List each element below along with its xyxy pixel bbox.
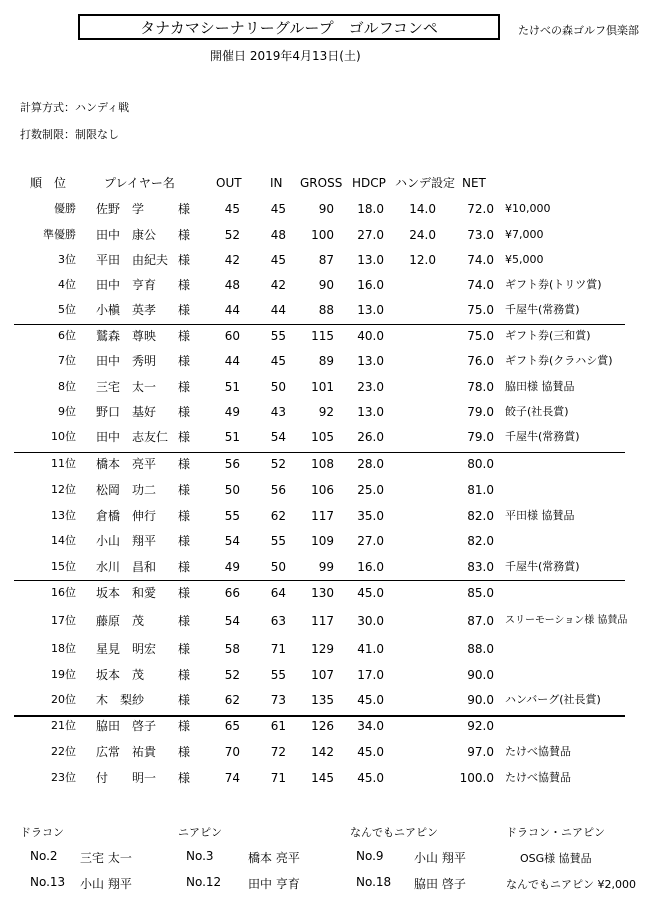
hdcp-set-cell: 12.0: [409, 253, 436, 267]
group-divider: [14, 580, 625, 581]
hdcp-cell: 45.0: [357, 771, 384, 785]
net-cell: 85.0: [467, 586, 494, 600]
hdcp-cell: 28.0: [357, 457, 384, 471]
gross-cell: 109: [311, 534, 334, 548]
hdcp-cell: 16.0: [357, 560, 384, 574]
prize-cell: ¥5,000: [505, 253, 544, 266]
honorific-cell: 様: [178, 534, 191, 548]
nearpin-no-1: No.3: [186, 849, 214, 863]
gross-cell: 108: [311, 457, 334, 471]
prize-cell: ハンバーグ(社長賞): [505, 693, 601, 706]
gross-cell: 142: [311, 745, 334, 759]
net-cell: 76.0: [467, 354, 494, 368]
gross-cell: 90: [318, 278, 334, 292]
prize-cell: 餃子(社長賞): [505, 405, 569, 418]
hdcp-cell: 13.0: [357, 405, 384, 419]
rank-cell: 3位: [58, 253, 76, 266]
drakon-label: ドラコン: [20, 826, 64, 839]
in-cell: 62: [270, 509, 286, 523]
calc-method: 計算方式：ハンディ戦: [20, 101, 130, 114]
out-cell: 45: [224, 202, 240, 216]
hdcp-cell: 13.0: [357, 253, 384, 267]
prize-cell: ¥10,000: [505, 202, 551, 215]
hdcp-cell: 45.0: [357, 745, 384, 759]
rank-cell: 4位: [58, 278, 76, 291]
out-cell: 52: [224, 668, 240, 682]
honorific-cell: 様: [178, 380, 191, 394]
gross-cell: 106: [311, 483, 334, 497]
nearpin-label: ニアピン: [178, 826, 222, 839]
out-cell: 54: [224, 534, 240, 548]
drakon-nearpin-prize-1: OSG様 協賛品: [520, 852, 592, 865]
out-cell: 44: [224, 303, 240, 317]
prize-cell: ギフト券(トリツ賞): [505, 278, 602, 291]
col-hdcp: HDCP: [352, 176, 386, 190]
rank-cell: 7位: [58, 354, 76, 367]
out-cell: 66: [224, 586, 240, 600]
rank-cell: 14位: [51, 534, 76, 547]
honorific-cell: 様: [178, 509, 191, 523]
hdcp-cell: 41.0: [357, 642, 384, 656]
in-cell: 48: [270, 228, 286, 242]
in-cell: 64: [270, 586, 286, 600]
honorific-cell: 様: [178, 719, 191, 733]
honorific-cell: 様: [178, 693, 191, 707]
player-name-cell: 坂本 茂: [96, 668, 145, 682]
honorific-cell: 様: [178, 745, 191, 759]
net-cell: 90.0: [467, 668, 494, 682]
rank-cell: 8位: [58, 380, 76, 393]
gross-cell: 115: [311, 329, 334, 343]
out-cell: 70: [224, 745, 240, 759]
out-cell: 49: [224, 405, 240, 419]
net-cell: 97.0: [467, 745, 494, 759]
in-cell: 44: [270, 303, 286, 317]
rank-cell: 21位: [51, 719, 76, 732]
col-rank: 順 位: [30, 176, 67, 190]
in-cell: 45: [270, 354, 286, 368]
anything-nearpin-name-1: 小山 翔平: [414, 851, 466, 865]
hdcp-cell: 27.0: [357, 228, 384, 242]
rank-cell: 20位: [51, 693, 76, 706]
group-divider: [14, 452, 625, 453]
in-cell: 55: [270, 534, 286, 548]
prize-cell: たけべ協賛品: [505, 745, 571, 758]
out-cell: 49: [224, 560, 240, 574]
in-cell: 71: [270, 771, 286, 785]
group-divider: [14, 324, 625, 325]
player-name-cell: 小槇 英孝: [96, 303, 157, 317]
hdcp-cell: 25.0: [357, 483, 384, 497]
honorific-cell: 様: [178, 668, 191, 682]
hdcp-cell: 27.0: [357, 534, 384, 548]
prize-cell: 千屋牛(常務賞): [505, 430, 580, 443]
page-title: タナカマシーナリーグループ ゴルフコンペ: [140, 18, 438, 37]
net-cell: 82.0: [467, 509, 494, 523]
honorific-cell: 様: [178, 354, 191, 368]
player-name-cell: 鷲森 尊映: [96, 329, 157, 343]
rank-cell: 10位: [51, 430, 76, 443]
in-cell: 56: [270, 483, 286, 497]
in-cell: 71: [270, 642, 286, 656]
player-name-cell: 付 明一: [96, 771, 157, 785]
player-name-cell: 平田 由紀夫: [96, 253, 169, 267]
anything-nearpin-no-2: No.18: [356, 875, 392, 889]
player-name-cell: 田中 秀明: [96, 354, 157, 368]
hdcp-cell: 45.0: [357, 693, 384, 707]
net-cell: 100.0: [459, 771, 494, 785]
honorific-cell: 様: [178, 586, 191, 600]
net-cell: 82.0: [467, 534, 494, 548]
hdcp-cell: 35.0: [357, 509, 384, 523]
honorific-cell: 様: [178, 278, 191, 292]
player-name-cell: 田中 康公: [96, 228, 157, 242]
gross-cell: 88: [318, 303, 334, 317]
rank-cell: 22位: [51, 745, 76, 758]
honorific-cell: 様: [178, 642, 191, 656]
player-name-cell: 広常 祐貴: [96, 745, 157, 759]
gross-cell: 135: [311, 693, 334, 707]
gross-cell: 105: [311, 430, 334, 444]
net-cell: 78.0: [467, 380, 494, 394]
net-cell: 74.0: [467, 278, 494, 292]
anything-nearpin-name-2: 脇田 啓子: [414, 877, 466, 891]
group-divider: [14, 715, 625, 717]
in-cell: 54: [270, 430, 286, 444]
hdcp-cell: 40.0: [357, 329, 384, 343]
out-cell: 52: [224, 228, 240, 242]
prize-cell: 平田様 協賛品: [505, 509, 575, 522]
in-cell: 50: [270, 380, 286, 394]
rank-cell: 13位: [51, 509, 76, 522]
player-name-cell: 藤原 茂: [96, 614, 145, 628]
player-name-cell: 佐野 学: [96, 202, 145, 216]
net-cell: 79.0: [467, 430, 494, 444]
drakon-nearpin-prize-2: なんでもニアピン ¥2,000: [506, 878, 636, 891]
in-cell: 42: [270, 278, 286, 292]
net-cell: 80.0: [467, 457, 494, 471]
hdcp-cell: 13.0: [357, 303, 384, 317]
stroke-limit: 打数制限：制限なし: [20, 128, 119, 141]
player-name-cell: 水川 昌和: [96, 560, 157, 574]
hdcp-cell: 45.0: [357, 586, 384, 600]
prize-cell: 千屋牛(常務賞): [505, 560, 580, 573]
in-cell: 43: [270, 405, 286, 419]
net-cell: 73.0: [467, 228, 494, 242]
player-name-cell: 松岡 功二: [96, 483, 157, 497]
player-name-cell: 倉橋 伸行: [96, 509, 157, 523]
out-cell: 50: [224, 483, 240, 497]
prize-cell: 千屋牛(常務賞): [505, 303, 580, 316]
net-cell: 83.0: [467, 560, 494, 574]
rank-cell: 16位: [51, 586, 76, 599]
honorific-cell: 様: [178, 405, 191, 419]
net-cell: 74.0: [467, 253, 494, 267]
in-cell: 63: [270, 614, 286, 628]
player-name-cell: 星見 明宏: [96, 642, 157, 656]
gross-cell: 107: [311, 668, 334, 682]
honorific-cell: 様: [178, 430, 191, 444]
rank-cell: 優勝: [54, 202, 76, 215]
net-cell: 75.0: [467, 329, 494, 343]
drakon-no-2: No.13: [30, 875, 66, 889]
rank-cell: 11位: [51, 457, 76, 470]
gross-cell: 126: [311, 719, 334, 733]
player-name-cell: 木 梨紗: [96, 693, 145, 707]
in-cell: 50: [270, 560, 286, 574]
player-name-cell: 野口 基好: [96, 405, 157, 419]
rank-cell: 5位: [58, 303, 76, 316]
in-cell: 73: [270, 693, 286, 707]
gross-cell: 117: [311, 509, 334, 523]
player-name-cell: 田中 志友仁: [96, 430, 169, 444]
anything-nearpin-no-1: No.9: [356, 849, 384, 863]
net-cell: 79.0: [467, 405, 494, 419]
hdcp-cell: 26.0: [357, 430, 384, 444]
rank-cell: 23位: [51, 771, 76, 784]
out-cell: 44: [224, 354, 240, 368]
out-cell: 51: [224, 430, 240, 444]
net-cell: 90.0: [467, 693, 494, 707]
honorific-cell: 様: [178, 457, 191, 471]
col-player: プレイヤー名: [104, 176, 175, 190]
drakon-nearpin-label: ドラコン・ニアピン: [506, 826, 605, 839]
out-cell: 42: [224, 253, 240, 267]
net-cell: 75.0: [467, 303, 494, 317]
net-cell: 72.0: [467, 202, 494, 216]
in-cell: 52: [270, 457, 286, 471]
player-name-cell: 小山 翔平: [96, 534, 157, 548]
honorific-cell: 様: [178, 253, 191, 267]
out-cell: 74: [224, 771, 240, 785]
in-cell: 55: [270, 329, 286, 343]
net-cell: 87.0: [467, 614, 494, 628]
honorific-cell: 様: [178, 303, 191, 317]
out-cell: 56: [224, 457, 240, 471]
rank-cell: 準優勝: [43, 228, 76, 241]
honorific-cell: 様: [178, 202, 191, 216]
col-hdcp-set: ハンデ設定: [395, 176, 456, 190]
hdcp-cell: 30.0: [357, 614, 384, 628]
hdcp-cell: 23.0: [357, 380, 384, 394]
hdcp-cell: 34.0: [357, 719, 384, 733]
anything-nearpin-label: なんでもニアピン: [350, 826, 438, 839]
rank-cell: 17位: [51, 614, 76, 627]
rank-cell: 12位: [51, 483, 76, 496]
gross-cell: 101: [311, 380, 334, 394]
in-cell: 45: [270, 253, 286, 267]
col-in: IN: [270, 176, 283, 190]
honorific-cell: 様: [178, 329, 191, 343]
in-cell: 61: [270, 719, 286, 733]
net-cell: 88.0: [467, 642, 494, 656]
out-cell: 62: [224, 693, 240, 707]
prize-cell: ギフト券(三和賞): [505, 329, 591, 342]
out-cell: 60: [224, 329, 240, 343]
nearpin-name-2: 田中 亨育: [248, 877, 300, 891]
title-box: [78, 14, 500, 40]
hdcp-set-cell: 14.0: [409, 202, 436, 216]
drakon-no-1: No.2: [30, 849, 58, 863]
gross-cell: 117: [311, 614, 334, 628]
hdcp-set-cell: 24.0: [409, 228, 436, 242]
drakon-name-1: 三宅 太一: [80, 851, 132, 865]
rank-cell: 19位: [51, 668, 76, 681]
out-cell: 55: [224, 509, 240, 523]
gross-cell: 130: [311, 586, 334, 600]
prize-cell: 脇田様 協賛品: [505, 380, 575, 393]
out-cell: 58: [224, 642, 240, 656]
hdcp-cell: 13.0: [357, 354, 384, 368]
rank-cell: 18位: [51, 642, 76, 655]
out-cell: 48: [224, 278, 240, 292]
out-cell: 65: [224, 719, 240, 733]
gross-cell: 89: [318, 354, 334, 368]
in-cell: 45: [270, 202, 286, 216]
gross-cell: 92: [318, 405, 334, 419]
honorific-cell: 様: [178, 560, 191, 574]
hdcp-cell: 16.0: [357, 278, 384, 292]
rank-cell: 6位: [58, 329, 76, 342]
nearpin-name-1: 橋本 亮平: [248, 851, 300, 865]
gross-cell: 99: [318, 560, 334, 574]
gross-cell: 129: [311, 642, 334, 656]
col-net: NET: [462, 176, 486, 190]
player-name-cell: 脇田 啓子: [96, 719, 157, 733]
honorific-cell: 様: [178, 228, 191, 242]
prize-cell: ギフト券(クラハシ賞): [505, 354, 613, 367]
col-gross: GROSS: [300, 176, 343, 190]
net-cell: 92.0: [467, 719, 494, 733]
prize-cell: たけべ協賛品: [505, 771, 571, 784]
out-cell: 51: [224, 380, 240, 394]
net-cell: 81.0: [467, 483, 494, 497]
player-name-cell: 坂本 和愛: [96, 586, 157, 600]
out-cell: 54: [224, 614, 240, 628]
drakon-name-2: 小山 翔平: [80, 877, 132, 891]
gross-cell: 90: [318, 202, 334, 216]
gross-cell: 145: [311, 771, 334, 785]
in-cell: 72: [270, 745, 286, 759]
rank-cell: 9位: [58, 405, 76, 418]
player-name-cell: 田中 亨育: [96, 278, 157, 292]
hdcp-cell: 17.0: [357, 668, 384, 682]
player-name-cell: 三宅 太一: [96, 380, 157, 394]
player-name-cell: 橋本 亮平: [96, 457, 157, 471]
honorific-cell: 様: [178, 483, 191, 497]
nearpin-no-2: No.12: [186, 875, 222, 889]
rank-cell: 15位: [51, 560, 76, 573]
gross-cell: 100: [311, 228, 334, 242]
hdcp-cell: 18.0: [357, 202, 384, 216]
gross-cell: 87: [318, 253, 334, 267]
prize-cell: ¥7,000: [505, 228, 544, 241]
prize-cell: スリーモーション様 協賛品: [505, 615, 628, 626]
honorific-cell: 様: [178, 614, 191, 628]
col-out: OUT: [216, 176, 242, 190]
club-name: たけべの森ゴルフ倶楽部: [518, 24, 639, 37]
in-cell: 55: [270, 668, 286, 682]
event-date: 開催日 2019年4月13日(土): [210, 49, 361, 63]
honorific-cell: 様: [178, 771, 191, 785]
